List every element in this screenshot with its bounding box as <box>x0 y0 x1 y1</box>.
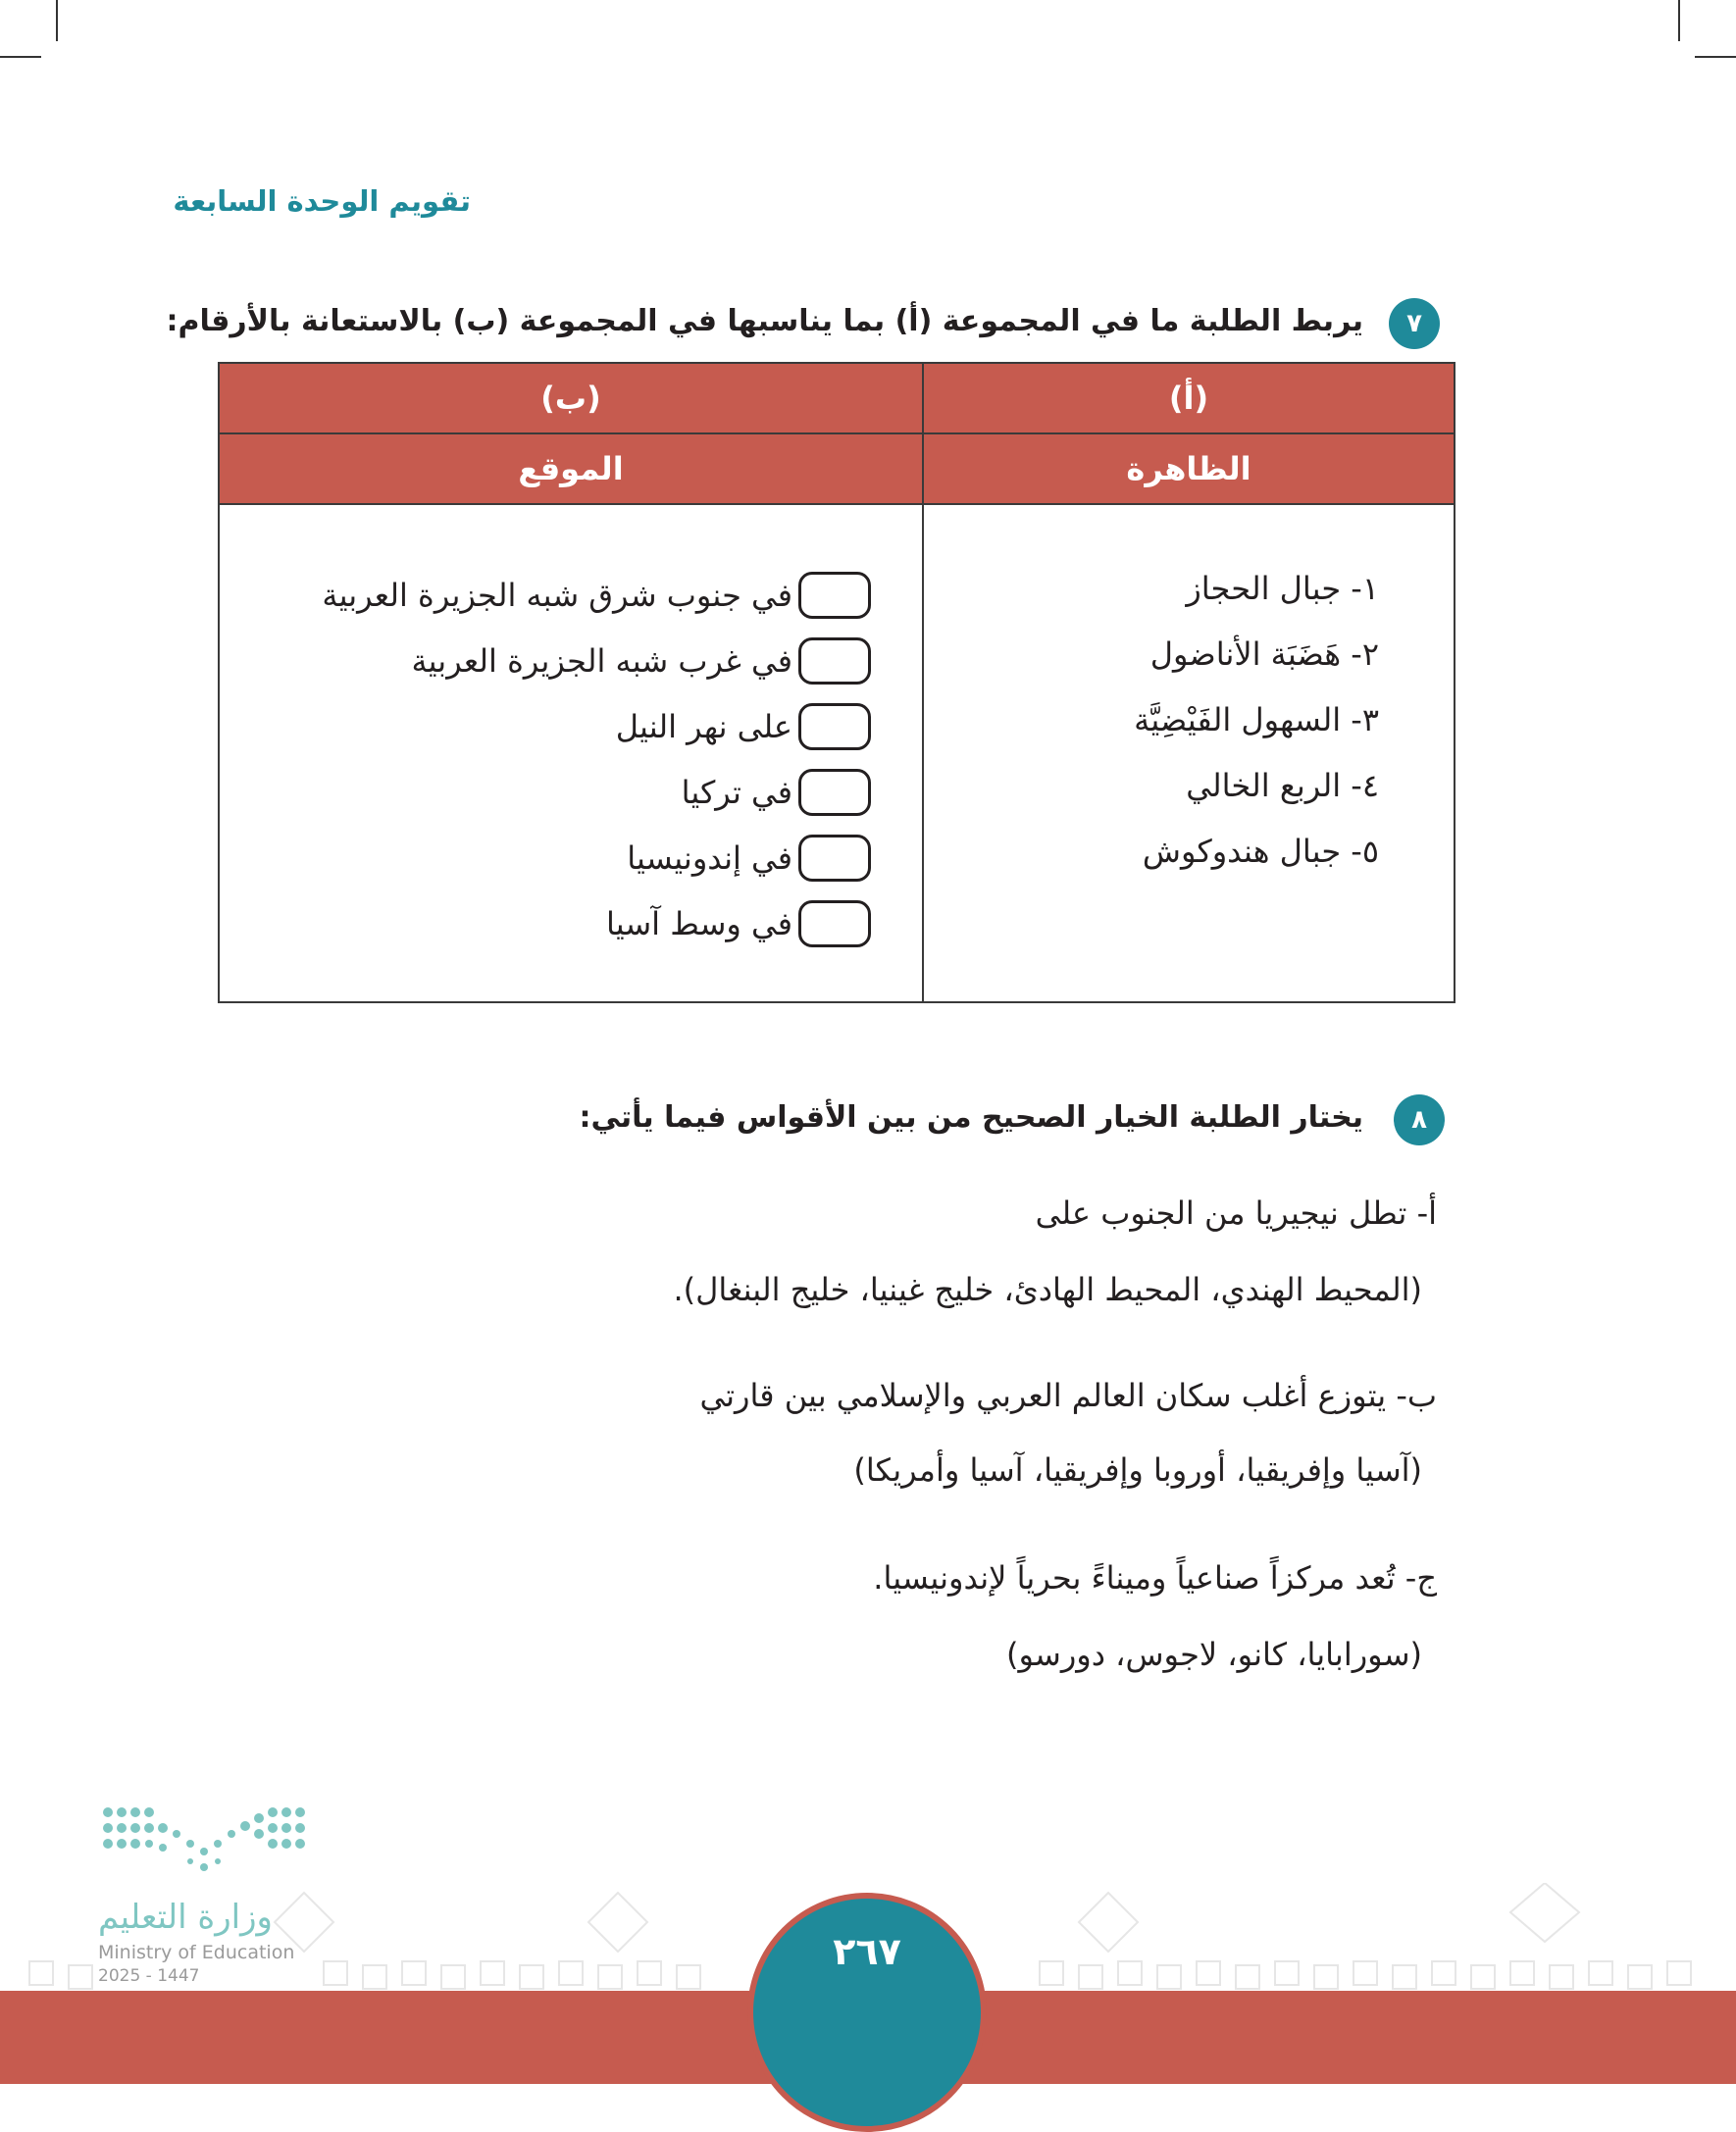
question-8b-stem: ب- يتوزع أغلب سكان العالم العربي والإسلامي بين قارتي <box>699 1377 1437 1414</box>
ministry-logo-icon <box>98 1804 314 1883</box>
locations-list <box>220 505 922 956</box>
matching-table <box>218 362 1455 1003</box>
phenomenon-column-title: الظاهرة <box>923 433 1455 504</box>
question-8-prompt: يختار الطلبة الخيار الصحيح من بين الأقواس فيما يأتي: <box>579 1100 1363 1135</box>
question-7-number: ٧ <box>1389 298 1440 349</box>
crop-mark <box>1678 0 1680 41</box>
location-label: في وسط آسيا <box>605 904 792 942</box>
answer-box[interactable] <box>798 769 871 816</box>
list-item <box>220 825 871 890</box>
phenomena-cell <box>923 504 1455 1002</box>
list-item <box>220 693 871 759</box>
group-a-header: (أ) <box>923 363 1455 433</box>
list-item <box>220 759 871 825</box>
list-item: ١- جبال الحجاز <box>1186 570 1379 607</box>
answer-box[interactable] <box>798 835 871 882</box>
list-item: ٤- الربع الخالي <box>1186 767 1379 804</box>
locations-cell <box>219 504 923 1002</box>
list-item: ٥- جبال هندوكوش <box>1142 833 1379 870</box>
list-item <box>220 562 871 628</box>
page-number-badge <box>747 1893 987 2132</box>
question-8b-options: (آسيا وإفريقيا، أوروبا وإفريقيا، آسيا وأمريكا) <box>853 1451 1422 1489</box>
question-7-prompt: يربط الطلبة ما في المجموعة (أ) بما يناسبها في المجموعة (ب) بالاستعانة بالأرقام: <box>166 304 1363 338</box>
answer-box[interactable] <box>798 572 871 619</box>
answer-box[interactable] <box>798 900 871 947</box>
location-column-title: الموقع <box>219 433 923 504</box>
group-b-header: (ب) <box>219 363 923 433</box>
ministry-name-arabic: وزارة التعليم <box>98 1898 273 1937</box>
page-number: ٢٦٧ <box>833 1930 901 1973</box>
crop-mark <box>0 56 41 58</box>
list-item <box>220 628 871 693</box>
question-8c-options: (سورابايا، كانو، لاجوس، دورسو) <box>1005 1636 1422 1673</box>
ministry-name-english: Ministry of Education <box>98 1942 295 1963</box>
list-item: ٢- هَضَبَة الأناضول <box>1149 635 1379 673</box>
answer-box[interactable] <box>798 703 871 750</box>
phenomena-list <box>924 505 1454 885</box>
question-8a-options: (المحيط الهندي، المحيط الهادئ، خليج غينيا، خليج البنغال). <box>673 1271 1422 1308</box>
list-item <box>220 890 871 956</box>
location-label: في تركيا <box>681 773 792 811</box>
section-title: تقويم الوحدة السابعة <box>173 184 471 218</box>
crop-mark <box>1695 56 1736 58</box>
answer-box[interactable] <box>798 637 871 685</box>
question-8c-stem: ج- تُعد مركزاً صناعياً وميناءً بحرياً لإندونيسيا. <box>873 1559 1437 1597</box>
location-label: في جنوب شرق شبه الجزيرة العربية <box>322 576 792 614</box>
location-label: في إندونيسيا <box>627 838 792 877</box>
question-8a-stem: أ- تطل نيجيريا من الجنوب على <box>1035 1194 1437 1232</box>
location-label: على نهر النيل <box>615 707 792 745</box>
edition-year: 2025 - 1447 <box>98 1966 200 1986</box>
crop-mark <box>56 0 58 41</box>
location-label: في غرب شبه الجزيرة العربية <box>411 641 792 680</box>
list-item: ٣- السهول الفَيْضِيَّة <box>1134 701 1379 738</box>
question-8-number: ٨ <box>1394 1094 1445 1145</box>
